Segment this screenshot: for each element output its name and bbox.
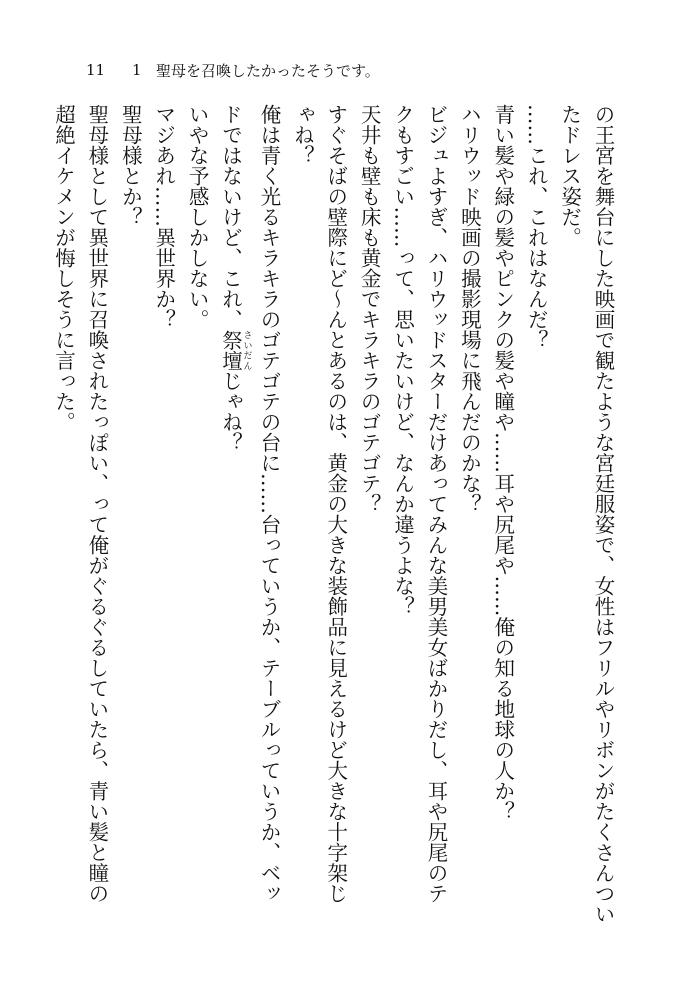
text-line: クもすごい……って、思いたいけど、なんか違うよな？ — [390, 104, 415, 617]
text-segment: ドではないけど、これ、 — [218, 104, 243, 330]
text-line: すぐそばの壁際にど〜んとあるのは、黄金の大きな装飾品に見えるけど大きな十字架じ — [323, 104, 348, 904]
running-header — [86, 58, 380, 82]
chapter-title: 聖母を召喚したかったそうです。 — [156, 61, 380, 80]
vertical-body-text — [46, 104, 619, 964]
ruby-annotation — [218, 329, 252, 371]
text-line: ゃね？ — [290, 104, 315, 166]
text-line: たドレス姿だ。 — [557, 104, 582, 248]
text-line: の王宮を舞台にした映画で観たような宮廷服姿で、女性はフリルやリボンがたくさんつい — [591, 104, 615, 924]
ruby-base: 祭壇 — [218, 329, 243, 371]
text-line: マジあれ……異世界か？ — [151, 104, 176, 330]
page-number: 11 — [86, 61, 106, 79]
text-line: 俺は青く光るキラキラのゴテゴテの台に……台っていうか、テーブルっていうか、ベッ — [256, 104, 281, 904]
text-line: ハリウッド映画の撮影現場に飛んだのかな？ — [457, 104, 482, 514]
text-line: 天井も壁も床も黄金でキラキラのゴテゴテ？ — [357, 104, 382, 514]
text-line: 聖母様として異世界に召喚されたっぽい、って俺がぐるぐるしていたら、青い髪と瞳の — [84, 104, 109, 904]
text-line: いやな予感しかしない。 — [185, 104, 210, 330]
text-line: 青い髪や緑の髪やピンクの髪や瞳や……耳や尻尾や……俺の知る地球の人か？ — [490, 104, 515, 822]
text-line-with-ruby — [213, 104, 251, 964]
text-segment: じゃね？ — [218, 370, 243, 453]
text-line: ……これ、これはなんだ？ — [524, 104, 549, 350]
chapter-number: 1 — [132, 61, 142, 79]
text-line: 聖母様とか？ — [118, 104, 143, 227]
text-line: ビジュよすぎ、ハリウッドスターだけあってみんな美男美女ばかりだし、耳や尻尾のテ — [423, 104, 448, 904]
ruby-text: さいだん — [241, 329, 252, 371]
text-line: 超絶イケメンが悔しそうに言った。 — [51, 104, 76, 432]
